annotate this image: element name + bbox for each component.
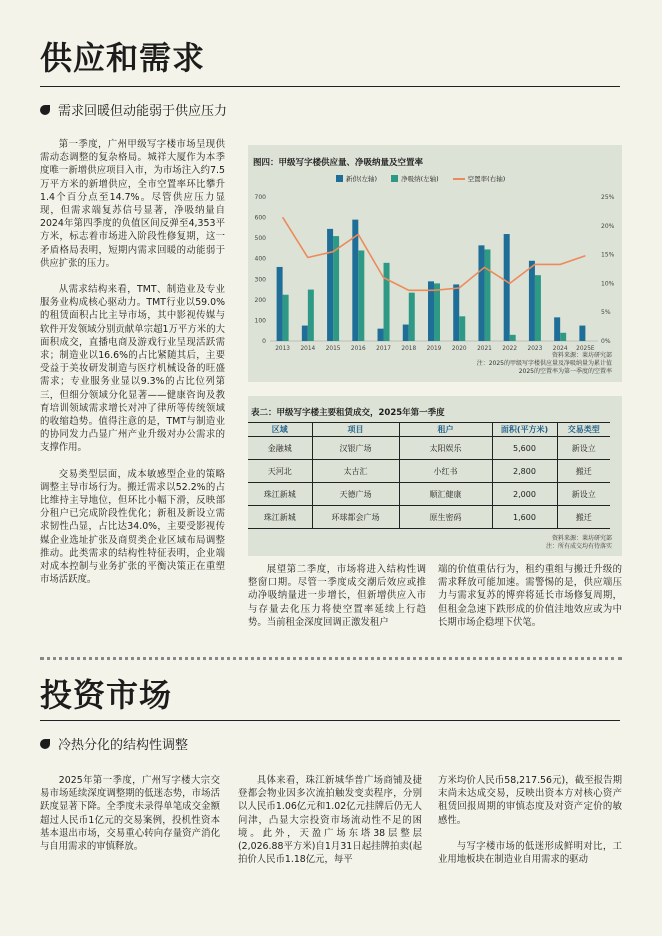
chart-source: 资料来源：莱坊研究部 [551,352,612,359]
paragraph: 端的价值重估行为，租约重组与搬迁升级的需求释放可能加速。需警惕的是，供应端压力与需求复苏的博弈将延长市场修复周期，但租金急速下跌形成的价值洼地效应或为中长期市场企稳埋下伏笔。 [438,564,622,628]
table-cell: 1,600 [492,506,557,529]
table-header: 项目 [312,423,399,437]
x-tick-label: 2024 [552,346,568,352]
y-tick-label: 500 [254,235,266,243]
table-header: 区域 [248,423,312,437]
table-header: 租户 [399,423,492,437]
investment-column-2 [238,774,422,879]
section-title-supply-demand: 供应和需求 [40,39,206,77]
chart-note: 2025的空置率为第一季度的空置率 [518,368,612,375]
bar-net-absorption [434,283,440,341]
x-tick-label: 2018 [401,346,417,352]
bar-new-supply [277,267,283,341]
table-cell: 搬迁 [557,460,610,483]
bar-net-absorption [560,333,566,341]
section-subtitle [40,100,227,119]
table-cell: 太古汇 [312,460,399,483]
bullet-icon [40,105,50,115]
table-cell: 顺汇健康 [399,483,492,506]
table-header: 面积(平方米) [492,423,557,437]
y2-tick-label: 15% [601,251,615,259]
bar-new-supply [554,317,560,341]
paragraph: 具体来看，珠江新城华普广场商铺及捷登都会物业因多次流拍触发变卖程序，分别以人民币1.06亿元和1.02亿元挂牌后仍无人问津，凸显大宗投资市场流动性不足的困境。此外，天盈广场东塔38层整层(2,026.88平方米)自1月31日起挂牌拍卖(起拍价人民币1.18亿元，每平 [238,775,422,866]
divider [40,720,620,721]
table-header-row [248,423,610,437]
x-tick-label: 2015 [325,346,341,352]
lease-table [248,422,610,529]
table-cell: 珠江新城 [248,506,312,529]
subtitle-text: 需求回暖但动能弱于供应压力 [58,104,228,119]
y-tick-label: 200 [254,296,266,304]
bar-net-absorption [484,249,490,341]
y2-tick-label: 0% [601,338,611,345]
table-cell: 新设立 [557,437,610,460]
bar-new-supply [378,329,384,341]
chart-note: 注：2025的甲级写字楼供应量及净吸纳量为累计值 [476,360,612,367]
table-cell: 小红书 [399,460,492,483]
table-note: 注：所有成交均有待落实 [545,543,612,550]
paragraph: 方米均价人民币58,217.56元)，截至报告期末尚未达成交易，反映出资本方对核心资产租赁回报周期的审慎态度及对资产定价的敏感性。 [438,775,622,826]
chart-panel [248,145,622,382]
legend-label: 新供(左轴) [346,175,378,183]
paragraph: 2025年第一季度，广州写字楼大宗交易市场延续深度调整期的低迷态势，市场活跃度显著下降。全季度未录得单笔成交金额超过人民币1亿元的交易案例，投机性资本基本退出市场，交易重心转向存量资产消化与自用需求的审慎释放。 [40,775,220,853]
table-cell: 天德广场 [312,483,399,506]
y-tick-label: 600 [254,214,266,222]
investment-column-3 [438,774,622,879]
legend-label: 空置率(右轴) [467,175,506,183]
bar-net-absorption [308,290,314,341]
subtitle-text: 冷热分化的结构性调整 [58,738,189,753]
bar-net-absorption [510,335,516,341]
outlook-column-1 [248,563,426,642]
bar-net-absorption [283,295,289,341]
bar-new-supply [529,261,535,341]
y-tick-label: 700 [254,194,266,201]
bar-new-supply [302,326,308,341]
table-title: 表二：甲级写字楼主要租赁成交，2025年第一季度 [251,408,445,418]
bar-new-supply [403,325,409,341]
bar-new-supply [453,284,459,341]
bar-net-absorption [459,316,465,341]
bar-net-absorption [358,250,364,341]
x-tick-label: 2020 [451,346,467,352]
table-cell: 原生密码 [399,506,492,529]
x-tick-label: 2021 [477,346,492,352]
section-separator [40,657,622,660]
table-header: 交易类型 [557,423,610,437]
table-row [248,437,610,460]
table-row [248,483,610,506]
table-cell: 搬迁 [557,506,610,529]
x-tick-label: 2013 [275,346,290,352]
table-cell: 5,600 [492,437,557,460]
x-tick-label: 2025E [576,346,595,352]
y2-tick-label: 5% [601,309,611,317]
table-panel [248,396,622,556]
x-tick-label: 2014 [300,346,316,352]
bar-new-supply [504,234,510,341]
x-tick-label: 2019 [426,346,442,352]
paragraph: 第一季度，广州甲级写字楼市场呈现供需动态调整的复杂格局。城祥大厦作为本季度唯一新增供应项目入市，为市场注入约7.5万平方米的新增供应，全市空置率环比攀升1.4个百分点至14.7%。尽管供应压力显现，但需求端复苏信号显著，净吸纳量自2024年第四季度的负值区间反弹至4,353平方米，标志着市场进入阶段性修复期，这一矛盾格局表明，短期内需求回暖的动能弱于供应扩张的压力。 [40,139,225,269]
bar-new-supply [579,326,585,341]
left-column [40,138,225,587]
bar-net-absorption [409,293,415,341]
x-tick-label: 2022 [502,346,518,352]
table-cell: 金融城 [248,437,312,460]
table-cell: 太阳娱乐 [399,437,492,460]
bullet-icon [40,739,50,749]
divider [40,86,620,87]
bar-new-supply [327,229,333,341]
y2-tick-label: 10% [601,280,615,288]
section-title-investment: 投资市场 [40,676,173,714]
table-source: 资料来源：莱坊研究部 [551,535,612,542]
table-cell: 2,800 [492,460,557,483]
paragraph: 与写字楼市场的低迷形成鲜明对比，工业用地板块在制造业自用需求的驱动 [438,840,622,866]
paragraph: 交易类型层面，成本敏感型企业的策略调整主导市场行为。搬迁需求以52.2%的占比维持主导地位，但环比小幅下滑，反映部分租户已完成阶段性优化；新租及新设立需求韧性凸显，占比达34.0%，主要受影视传媒企业选址扩张及商贸类企业区域布局调整推动。此类需求的结构性特征表明，企业端对成本控制与业务扩张的平衡决策正在重塑市场活跃度。 [40,468,225,586]
paragraph: 展望第二季度，市场将进入结构性调整窗口期。尽管一季度成交潮后效应或推动净吸纳量进一步增长，但新增供应入市与存量去化压力将使空置率延续上行趋势。当前租金深度回调正激发租户 [248,564,426,628]
y2-tick-label: 20% [601,222,615,230]
bar-net-absorption [535,275,541,341]
table-cell: 天河北 [248,460,312,483]
y-tick-label: 0 [262,338,266,345]
table-row [248,460,610,483]
table-cell: 2,000 [492,483,557,506]
y-tick-label: 100 [254,317,266,325]
x-tick-label: 2023 [527,346,543,352]
x-tick-label: 2016 [350,346,366,352]
table-cell: 新设立 [557,483,610,506]
legend-label: 净吸纳(左轴) [401,175,439,183]
table-cell: 珠江新城 [248,483,312,506]
section-subtitle [40,734,188,753]
y-tick-label: 300 [254,276,266,284]
chart-title: 图四：甲级写字楼供应量、净吸纳量及空置率 [253,158,424,168]
investment-column-1 [40,774,220,866]
bar-net-absorption [384,263,390,341]
table-row [248,506,610,529]
table-cell: 汉银广场 [312,437,399,460]
chart-svg [248,145,622,382]
x-tick-label: 2017 [376,346,391,352]
paragraph: 从需求结构来看，TMT、制造业及专业服务业构成核心驱动力。TMT行业以59.0%的租赁面积占比主导市场，其中影视传媒与软件开发领域分别贡献单宗超1万平方米的大面积成交，直播电商及游戏行业呈现活跃需求；制造业以16.6%的占比紧随其后，主要受益于美妆研发制造与医疗机械设备的旺盛需求；专业服务业显以9.3%的占比位列第三，但细分领域分化显著——健康咨询及教育培训领域需求增长对冲了律所等传统领域的收缩趋势。值得注意的是，TMT与制造业的协同发力凸显广州产业升级对办公需求的支撑作用。 [40,284,225,454]
y2-tick-label: 25% [601,194,615,201]
bar-new-supply [478,245,484,341]
table-cell: 环球都会广场 [312,506,399,529]
y-tick-label: 400 [254,255,266,263]
outlook-column-2 [438,563,622,642]
